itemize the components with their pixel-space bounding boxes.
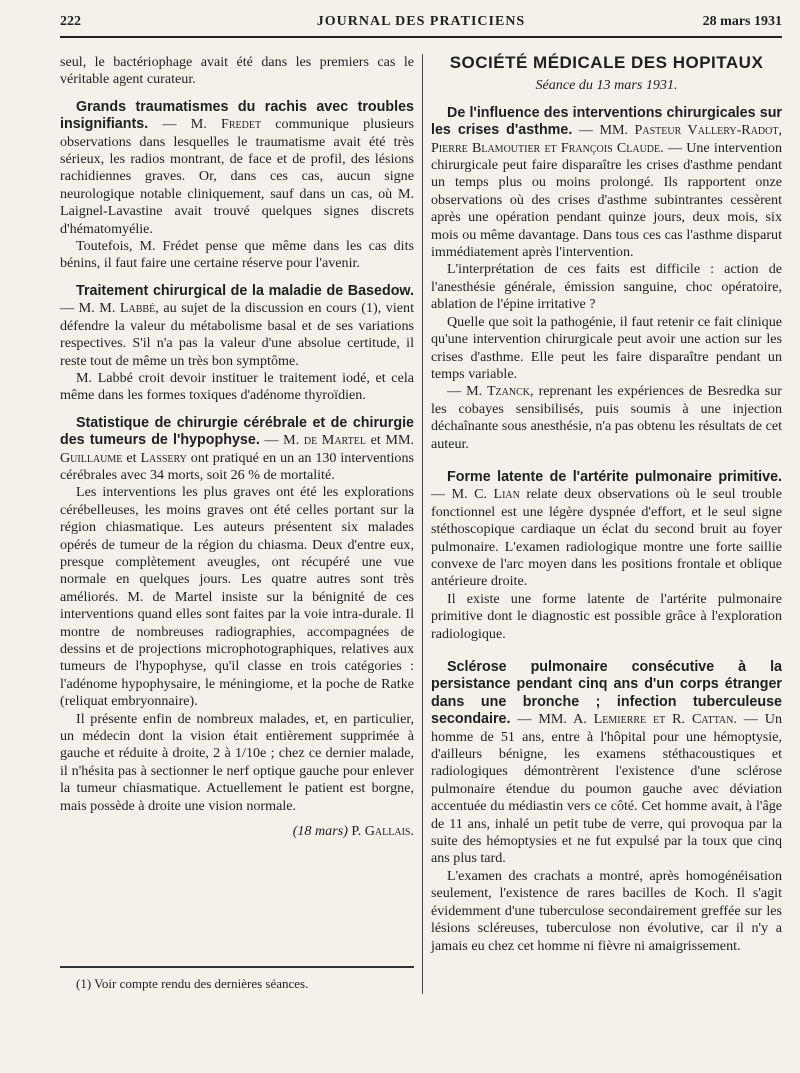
paragraph: L'interprétation de ces faits est difficile : action de l'anesthésie générale, émission sanguine, choc opératoire, ablation de l'épine irritative ? [431, 261, 782, 313]
paragraph: Il existe une forme latente de l'artérite pulmonaire primitive dont le diagnostic est possible grâce à l'exploration radiologique. [431, 590, 782, 642]
signature-date: (18 mars) [292, 823, 348, 840]
paragraph: relate deux observations où le seul trouble fonctionnel est une légère dyspnée d'effort, et le seul signe stéthoscopique cardiaque un éclat du second bruit au foyer pulmonaire. L'examen radiologique montre une forte saillie convexe de l'arc moyen dans les positions frontale et oblique antérieure droite. [431, 486, 782, 590]
running-header [60, 14, 782, 36]
author: M. Fredet [190, 116, 262, 133]
society-title: SOCIÉTÉ MÉDICALE DES HOPITAUX [449, 53, 764, 72]
section-title: Grands traumatismes du rachis avec troubles insignifiants. [60, 98, 414, 133]
conjunction: et [126, 449, 137, 466]
column-divider [422, 54, 423, 994]
paragraph: Un homme de 51 ans, entre à l'hôpital pour une hémoptysie, d'ailleurs bénigne, les examens stéthacoustiques et radiologiques démontrèrent l'existence d'une sclérose pulmonaire étendue du poumon gauche avec déviation accentuée du médiastin vers ce côté. Cet homme avait, à l'âge de 11 ans, inhalé un petit tube de verre, qui provoqua par la suite des hémoptysies et ne fut expulsé par la toux que cinq ans plus tard. [431, 711, 783, 867]
journal-title: JOURNAL DES PRATICIENS [316, 14, 526, 29]
author: M. C. Lian [451, 486, 520, 503]
left-column [60, 54, 414, 840]
signature [60, 823, 414, 840]
conjunction: et MM. [370, 432, 414, 449]
section-title: Traitement chirurgical de la maladie de Basedow. [76, 282, 414, 299]
header-rule [60, 36, 782, 38]
authors: MM. A. Lemierre et R. Cattan. [538, 711, 737, 728]
section-title: Sclérose pulmonaire consécutive à la persistance pendant cinq ans d'un corps étranger dans une bronche ; infection tuberculeuse secondaire. [431, 659, 782, 728]
paragraph: Les interventions les plus graves ont été les explorations cérébelleuses, les moins graves ont été celles portant sur la région chiasmatique. Les auteurs présentent six malades opérés de tumeur de la région du chiasma. Deux d'entre eux, presque complètement aveugles, ont récupéré une vue normale en quelques jours. Les quatre autres sont très améliorés. M. de Martel insiste sur la bénignité de ces interventions quand elles sont faites par la voie intra-durale. Il montre de nombreuses radiographies, accompagnées de dessins et de projections microphotographiques, relatives aux tumeurs de l'hypophyse, qu'il classe en trois catégories : l'adénome hypophysaire, le méningiome, et la poche de Ratke (reliquat embryonnaire). [60, 484, 414, 710]
section-arterite: Forme latente de l'artérite pulmonaire primitive. — M. C. Lian relate deux observations où le seul trouble fonctionnel est une légère dyspnée d'effort, et le seul signe stéthoscopique cardiaque un éclat du second bruit au foyer pulmonaire. L'examen radiologique montre une forte saillie convexe de l'arc moyen dans les positions frontale et oblique antérieure droite. Il existe une forme latente de l'artérite pulmonaire primitive dont le diagnostic est possible grâce à l'exploration radiologique. [431, 468, 782, 642]
paragraph: Toutefois, M. Frédet pense que même dans les cas dits bénins, il faut faire une certaine réserve pour l'avenir. [60, 238, 414, 272]
paragraph: ont pratiqué en un an 130 interventions cérébrales avec 34 morts, soit 26 % de mortalité. [60, 449, 414, 483]
paragraph: reprenant les expériences de Besredka sur les cobayes sensibilisés, puis soumis à une injection déchaînante sous anesthésie, n'a pas obtenu les résultats de cet auteur. [431, 383, 783, 452]
paragraph: Il présente enfin de nombreux malades, et, en particulier, un médecin dont la vision était entièrement supprimée à gauche et réduite à droite, 2 à 1/10e ; chez ce dernier malade, il n'hésita pas à sectionner le nerf optique gauche pour enlever la tumeur chiasmatique. Actuellement le patient est borgne, mais possède à droite une vision normale. [60, 710, 414, 814]
signature-name: P. Gallais. [351, 823, 414, 840]
author: M. Tzanck, [466, 383, 534, 400]
paragraph: au sujet de la discussion en cours (1), vient défendre la valeur du métabolisme basal et de ses variations respectives. S'il n'a pas la valeur d'une absolue certitude, il reste tout de même un très bon symptôme. [60, 300, 414, 369]
footnote-rule [60, 966, 414, 968]
author: M. de Martel [283, 432, 366, 449]
session-date: Séance du 13 mars 1931. [535, 77, 678, 94]
section-asthme: De l'influence des interventions chirurgicales sur les crises d'asthme. — MM. Pasteur Vallery-Radot, Pierre Blamoutier et François Claude. — Une intervention chirurgicale peut faire disparaître les crises d'asthme pendant un temps plus ou moins prolongé. Ils rapportent onze observations où des crises d'asthme subintrantes cessèrent après une opération pendant quinze jours, deux mois, six mois ou même davantage. Dans tous ces cas l'asthme disparut immédiatement après l'intervention. L'interprétation de ces faits est difficile : action de l'anesthésie générale, émission sanguine, choc opératoire, ablation de l'épine irritative ? Quelle que soit la pathogénie, il faut retenir ce fait clinique qu'une intervention chirurgicale peut avoir une action sur les crises d'asthme. Elle peut les faire disparaître pendant un temps variable. — M. Tzanck, reprenant les expériences de Besredka sur les cobayes sensibilisés, puis soumis à une injection déchaînante sous anesthésie, n'a pas obtenu les résultats de cet auteur. [431, 104, 783, 452]
paragraph: M. Labbé croit devoir instituer le traitement iodé, et cela même dans les formes toxiques d'adénome thyroïdien. [60, 369, 414, 404]
author: M. M. Labbé, [78, 300, 159, 317]
paragraph: communique plusieurs observations dans lesquelles le traumatisme avait été très sérieux, les radios montrant, de face et de profil, des lésions rachidiennes graves. Or, dans ces cas, aucun signe neurologique notable cliniquement, sauf dans un cas, où M. Laignel-Lavastine avait trouvé quelques signes discrets d'hématomyélie. [60, 116, 414, 237]
section-title: De l'influence des interventions chirurgicales sur les crises d'asthme. [431, 104, 782, 139]
footnote: (1) Voir compte rendu des dernières séances. [76, 976, 309, 991]
authors: MM. Pasteur Vallery-Radot, Pierre Blamoutier et François Claude. [431, 122, 782, 156]
paragraph: Une intervention chirurgicale peut faire disparaître les crises d'asthme pendant un temps plus ou moins prolongé. Ils rapportent onze observations où des crises d'asthme subintrantes cessèrent après une opération pendant quinze jours, deux mois, six mois ou même davantage. Dans tous ces cas l'asthme disparut immédiatement après l'intervention. [431, 139, 783, 261]
section-traumatismes: Grands traumatismes du rachis avec troubles insignifiants. — M. Fredet communique plusieurs observations dans lesquelles le traumatisme avait été très sérieux, les radios montrant, de face et de profil, des lésions rachidiennes graves. Or, dans ces cas, aucun signe neurologique notable cliniquement, sauf dans un cas, où M. Laignel-Lavastine avait trouvé quelques signes discrets d'hématomyélie. Toutefois, M. Frédet pense que même dans les cas dits bénins, il faut faire une certaine réserve pour l'avenir. [60, 98, 414, 272]
author: Lassery [140, 449, 187, 466]
paragraph: Quelle que soit la pathogénie, il faut retenir ce fait clinique qu'une intervention chirurgicale peut avoir une action sur les crises d'asthme. Elle peut les faire disparaître pendant un temps variable. [431, 313, 782, 382]
page-number: 222 [60, 14, 81, 29]
section-sclerose: Sclérose pulmonaire consécutive à la persistance pendant cinq ans d'un corps étranger dans une bronche ; infection tuberculeuse secondaire. — MM. A. Lemierre et R. Cattan. — Un homme de 51 ans, entre à l'hôpital pour une hémoptysie, d'ailleurs bénigne, les examens stéthacoustiques et radiologiques démontrèrent l'existence d'une sclérose pulmonaire étendue du poumon gauche avec déviation accentuée du médiastin vers ce côté. Cet homme avait, à l'âge de 11 ans, inhalé un petit tube de verre, qui provoqua par la suite des hémoptysies et ne fut expulsé par la toux que cinq ans plus tard. L'examen des crachats a montré, après homogénéisation seulement, l'existence de rares bacilles de Koch. Il s'agit évidemment d'une tuberculose secondairement greffée sur les lésions scléreuses, tuberculose non évolutive, car il n'y a jamais eu chez cet homme ni fièvre ni amaigrissement. [431, 659, 783, 954]
section-title: Forme latente de l'artérite pulmonaire primitive. [447, 468, 782, 485]
issue-date: 28 mars 1931 [702, 14, 782, 29]
section-basedow: Traitement chirurgical de la maladie de Basedow. — M. M. Labbé, au sujet de la discussion en cours (1), vient défendre la valeur du métabolisme basal et de ses variations respectives. S'il n'a pas la valeur d'une absolue certitude, il reste tout de même un très bon symptôme. M. Labbé croit devoir instituer le traitement iodé, et cela même dans les formes toxiques d'adénome thyroïdien. [60, 282, 414, 404]
author: Guillaume [60, 449, 123, 466]
section-chirurgie-cerebrale: Statistique de chirurgie cérébrale et de chirurgie des tumeurs de l'hypophyse. — M. de Martel et MM. Guillaume et Lassery ont pratiqué en un an 130 interventions cérébrales avec 34 morts, soit 26 % de mortalité. Les interventions les plus graves ont été les explorations cérébelleuses, les moins graves ont été celles portant sur la région chiasmatique. Les auteurs présentent six malades opérés de tumeur de la région du chiasma. Deux d'entre eux, presque complètement aveugles, ont récupéré une vue normale en quelques jours. Les quatre autres sont très améliorés. M. de Martel insiste sur la bénignité de ces interventions quand elles sont faites par la voie intra-durale. Il montre de nombreuses radiographies, accompagnées de dessins et de projections microphotographiques, relatives aux tumeurs de l'hypophyse, qu'il classe en trois catégories : l'adénome hypophysaire, le méningiome, et la poche de Ratke (reliquat embryonnaire). Il présente enfin de nombreux malades, et, en particulier, un médecin dont la vision était entièrement supprimée à gauche et réduite à droite, 2 à 1/10e ; chez ce dernier malade, il n'hésita pas à sectionner le nerf optique gauche pour enlever la tumeur chiasmatique. Actuellement le patient est borgne, mais possède à droite une vision normale. [60, 414, 414, 814]
paragraph: L'examen des crachats a montré, après homogénéisation seulement, l'existence de rares bacilles de Koch. Il s'agit évidemment d'une tuberculose secondairement greffée sur les lésions scléreuses, tuberculose non évolutive, car il n'y a jamais eu chez cet homme ni fièvre ni amaigrissement. [431, 867, 782, 954]
right-column [431, 54, 782, 955]
section-title: Statistique de chirurgie cérébrale et de chirurgie des tumeurs de l'hypophyse. [60, 414, 414, 449]
intro-paragraph: seul, le bactériophage avait été dans les premiers cas le véritable agent curateur. [60, 54, 414, 88]
